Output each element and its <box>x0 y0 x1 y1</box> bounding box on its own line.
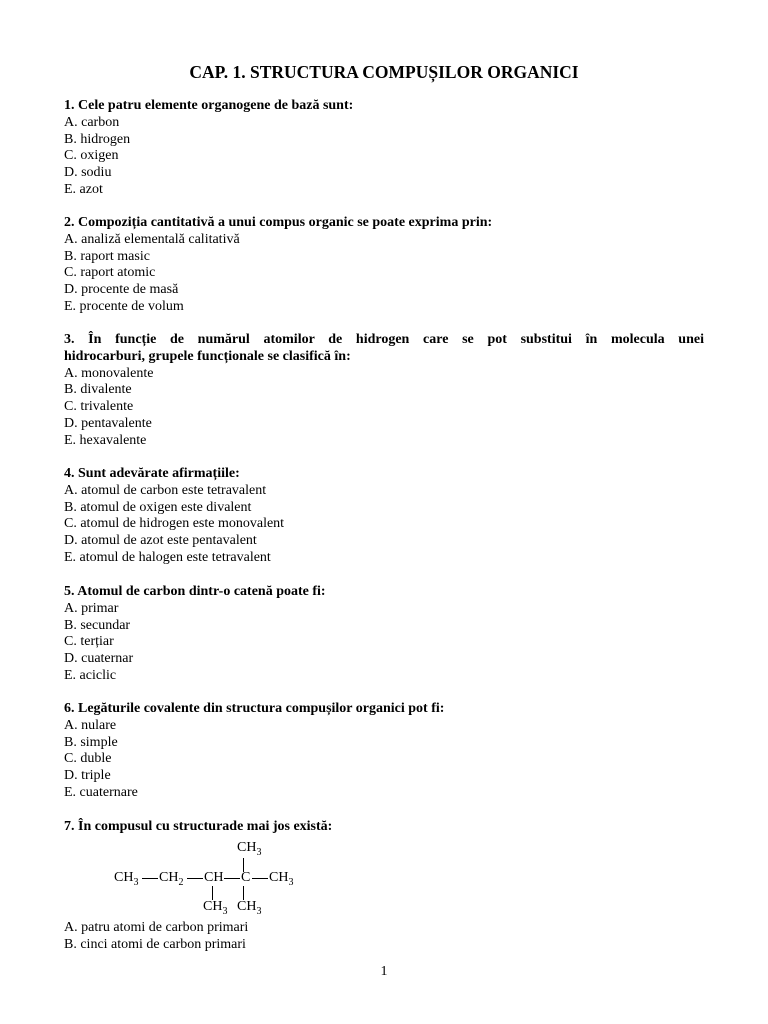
option-c: C. trivalente <box>64 399 134 415</box>
option-c: C. duble <box>64 751 112 767</box>
group-ch2: $CH_2$ <box>159 870 184 888</box>
group-ch3-bottom-right: $CH_3$ <box>237 899 262 917</box>
option-e: E. procente de volum <box>64 298 184 314</box>
option-d: D. sodiu <box>64 165 112 181</box>
option-e: E. azot <box>64 181 103 197</box>
option-d: D. pentavalente <box>64 415 152 431</box>
bond-vertical-bottom <box>243 886 244 900</box>
bond-vertical-bottom <box>212 886 213 900</box>
question-text: 7. În compusul cu structurade mai jos există: <box>64 819 333 834</box>
option-e: E. cuaternare <box>64 784 138 800</box>
question-7 <box>64 819 704 836</box>
group-ch: CH <box>204 870 224 885</box>
page-number: 1 <box>380 964 388 979</box>
option-a: A. primar <box>64 600 119 616</box>
group-ch3-right: $CH_3$ <box>269 870 294 888</box>
option-b: B. divalente <box>64 382 132 398</box>
question-1 <box>64 98 704 199</box>
question-5 <box>64 584 704 685</box>
option-a: A. patru atomi de carbon primari <box>64 920 249 935</box>
question-2 <box>64 215 704 316</box>
question-7-options <box>64 920 704 954</box>
question-4 <box>64 466 704 567</box>
question-text: 6. Legăturile covalente din structura compușilor organici pot fi: <box>64 701 445 716</box>
option-a: A. atomul de carbon este tetravalent <box>64 482 267 498</box>
group-ch3-left: $CH_3$ <box>114 870 139 888</box>
question-text: 5. Atomul de carbon dintr-o catenă poate fi: <box>64 584 326 599</box>
option-c: C. terțiar <box>64 634 114 650</box>
structural-formula <box>64 838 364 918</box>
question-text: 4. Sunt adevărate afirmațiile: <box>64 466 240 481</box>
question-text: 2. Compoziția cantitativă a unui compus organic se poate exprima prin: <box>64 215 493 230</box>
group-ch3-bottom-left: $CH_3$ <box>203 899 228 917</box>
question-text-line-1: 3. În funcție de numărul atomilor de hidrogen care se pot substitui în molecula unei <box>64 332 704 347</box>
option-d: D. atomul de azot este pentavalent <box>64 533 257 549</box>
option-c: C. oxigen <box>64 148 119 164</box>
bond-horizontal <box>142 878 158 879</box>
bond-horizontal <box>187 878 203 879</box>
bond-horizontal <box>224 878 240 879</box>
option-d: D. cuaternar <box>64 651 134 667</box>
option-b: B. atomul de oxigen este divalent <box>64 499 252 515</box>
option-c: C. raport atomic <box>64 265 156 281</box>
option-a: A. carbon <box>64 114 120 130</box>
chapter-title: CAP. 1. STRUCTURA COMPUȘILOR ORGANICI <box>189 62 579 82</box>
option-e: E. aciclic <box>64 667 117 683</box>
option-b: B. hidrogen <box>64 131 131 147</box>
question-6 <box>64 701 704 802</box>
option-e: E. atomul de halogen este tetravalent <box>64 549 271 565</box>
option-a: A. monovalente <box>64 365 154 381</box>
option-b: B. simple <box>64 734 118 750</box>
question-text-line-2: hidrocarburi, grupele funcționale se clasifică în: <box>64 348 351 364</box>
option-e: E. hexavalente <box>64 432 147 448</box>
group-c-quaternary: C <box>241 870 251 885</box>
question-text: 1. Cele patru elemente organogene de bază sunt: <box>64 98 354 113</box>
bond-horizontal <box>252 878 268 879</box>
option-d: D. triple <box>64 768 111 784</box>
option-b: B. secundar <box>64 617 131 633</box>
option-b: B. raport masic <box>64 248 150 264</box>
group-ch3-top: $CH_3$ <box>237 840 262 858</box>
option-c: C. atomul de hidrogen este monovalent <box>64 516 285 532</box>
option-a: A. analiză elementală calitativă <box>64 231 240 247</box>
option-a: A. nulare <box>64 717 117 733</box>
option-b: B. cinci atomi de carbon primari <box>64 936 246 952</box>
question-3 <box>64 332 704 450</box>
option-d: D. procente de masă <box>64 282 179 298</box>
